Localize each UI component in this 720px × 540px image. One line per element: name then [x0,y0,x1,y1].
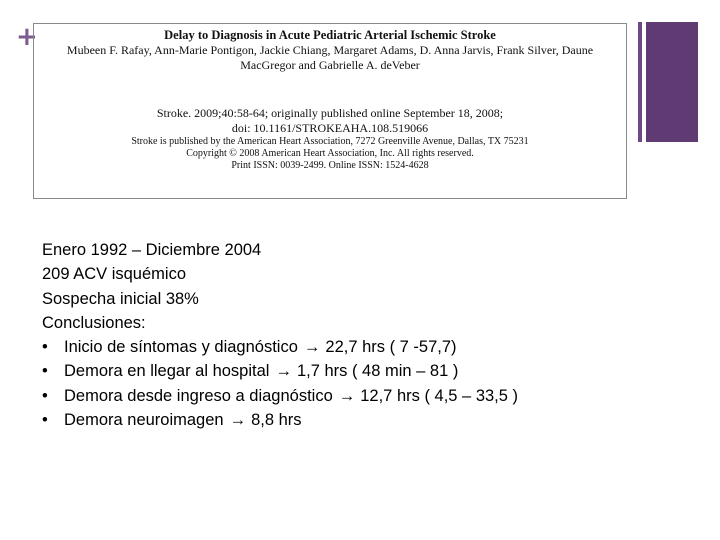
copyright-line: Copyright © 2008 American Heart Association, Inc. All rights reserved. [186,148,474,159]
initial-suspicion: Sospecha inicial 38% [42,289,199,308]
accent-bar-thin [638,22,642,142]
arrow-right-icon: → [303,338,321,357]
bullet-icon: • [42,411,48,430]
slide-content [42,238,682,432]
issn-line: Print ISSN: 0039-2499. Online ISSN: 1524-4628 [231,160,429,171]
bullet-value: 8,8 hrs [251,411,302,430]
date-range: Enero 1992 – Diciembre 2004 [42,241,262,259]
accent-bar-thick [646,22,698,142]
doi-line: doi: 10.1161/STROKEAHA.108.519066 [231,121,429,135]
bullet-value: 12,7 hrs ( 4,5 – 33,5 ) [360,386,519,405]
journal-reference [34,106,626,136]
arrow-right-icon: → [275,362,292,381]
bullet-icon: • [42,386,48,405]
arrow-right-icon: → [229,411,247,430]
bullet-icon: • [42,338,48,357]
bullet-label: Inicio de síntomas y diagnóstico [64,338,298,357]
bullet-icon: • [42,362,48,381]
bullet-label: Demora desde ingreso a diagnóstico [64,386,333,405]
bullet-value: 22,7 hrs ( 7 -57,7) [325,338,457,357]
case-count: 209 ACV isquémico [42,265,186,284]
arrow-right-icon: → [338,386,356,405]
bullet-label: Demora en llegar al hospital [64,362,270,381]
bullet-label: Demora neuroimagen [64,411,224,430]
plus-icon: + [16,22,38,52]
article-title: Delay to Diagnosis in Acute Pediatric Arterial Ischemic Stroke [164,28,496,42]
bullet-value: 1,7 hrs ( 48 min – 81 ) [296,362,459,381]
conclusions-heading: Conclusiones: [42,313,146,332]
list-item [42,408,682,432]
list-item [42,384,682,408]
publisher-info [34,136,626,172]
publisher-line: Stroke is published by the American Heart Association, 7272 Greenville Avenue, Dallas, TX 75231 [131,136,529,147]
list-item [42,359,682,383]
journal-line: Stroke. 2009;40:58-64; originally published online September 18, 2008; [156,106,504,120]
article-authors: Mubeen F. Rafay, Ann-Marie Pontigon, Jackie Chiang, Margaret Adams, D. Anna Jarvis, Frank Silver, Daune MacGregor and Gabrielle A. deVeber [66,43,594,72]
list-item [42,335,682,359]
citation-box [33,23,627,199]
